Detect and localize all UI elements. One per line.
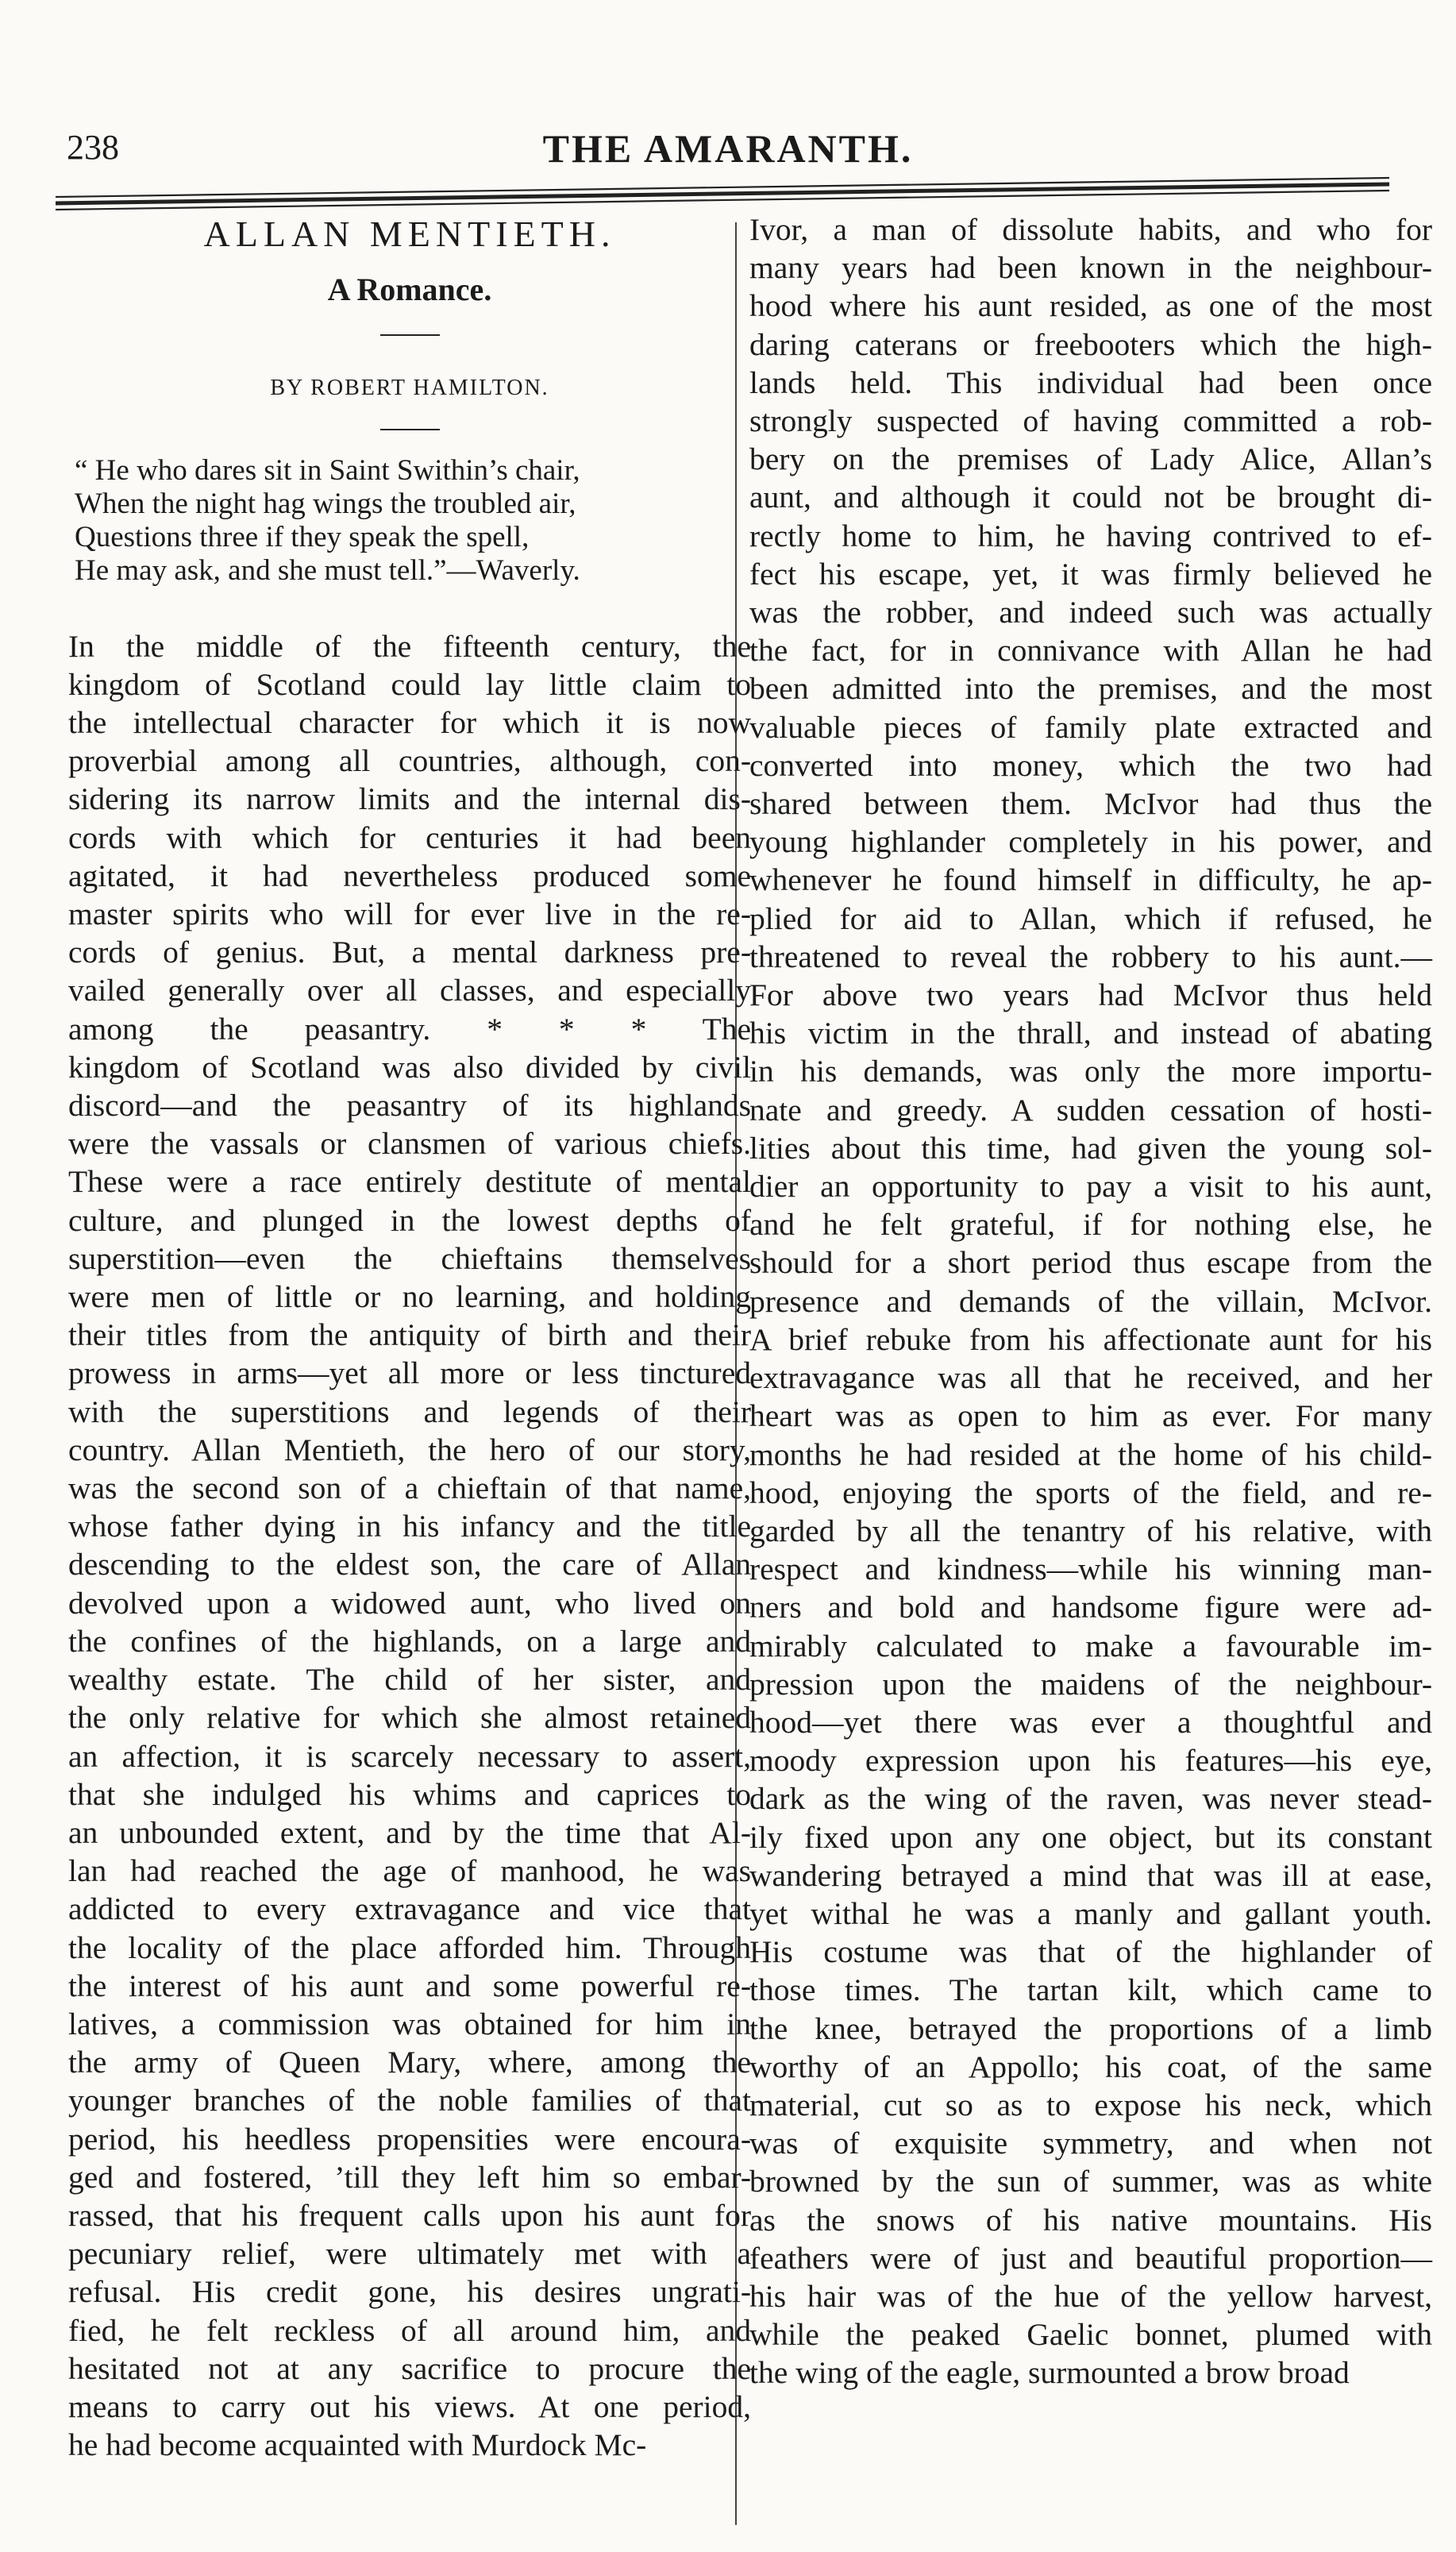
text-line: superstition—even the chieftains themselves — [68, 1240, 751, 1276]
text-line: mirably calculated to make a favourable im- — [749, 1628, 1432, 1663]
text-line: agitated, it had nevertheless produced some — [68, 858, 751, 893]
text-line: addicted to every extravagance and vice that — [68, 1891, 751, 1927]
text-line: means to carry out his views. At one period, — [68, 2388, 751, 2424]
text-line: dier an opportunity to pay a visit to his aunt, — [749, 1169, 1432, 1205]
text-line: ily fixed upon any one object, but its constant — [749, 1819, 1432, 1855]
text-line: browned by the sun of summer, was as white — [749, 2164, 1432, 2199]
text-line: with the superstitions and legends of their — [68, 1394, 751, 1429]
text-line: and he felt grateful, if for nothing else, he — [749, 1207, 1432, 1243]
text-line: many years had been known in the neighbour- — [749, 250, 1432, 286]
text-line: kingdom of Scotland could lay little claim to — [68, 666, 751, 702]
text-line: wandering betrayed a mind that was ill at ease, — [749, 1857, 1432, 1893]
text-line: latives, a commission was obtained for him in — [68, 2006, 751, 2041]
right-column — [749, 210, 1432, 2392]
text-line: the only relative for which she almost retained — [68, 1700, 751, 1736]
text-line: prowess in arms—yet all more or less tinctured — [68, 1355, 751, 1391]
text-line: were men of little or no learning, and holding — [68, 1279, 751, 1315]
text-line: was the robber, and indeed such was actually — [749, 595, 1432, 630]
text-line: descending to the eldest son, the care of Allan — [68, 1547, 751, 1582]
text-line: Ivor, a man of dissolute habits, and who for — [749, 212, 1432, 247]
epigraph-line: Questions three if they speak the spell, — [75, 520, 530, 553]
byline: BY ROBERT HAMILTON. — [270, 376, 549, 401]
text-line: were the vassals or clansmen of various chiefs. — [68, 1126, 751, 1162]
page-number: 238 — [67, 128, 119, 167]
epigraph — [68, 454, 751, 588]
text-line: pression upon the maidens of the neighbour- — [749, 1666, 1432, 1702]
left-body-text — [68, 627, 751, 2465]
text-line: extravagance was all that he received, and her — [749, 1360, 1432, 1396]
text-line: devolved upon a widowed aunt, who lived on — [68, 1585, 751, 1621]
text-line: moody expression upon his features—his eye, — [749, 1743, 1432, 1779]
text-line: the intellectual character for which it is now — [68, 705, 751, 741]
text-line: kingdom of Scotland was also divided by civil — [68, 1049, 751, 1085]
text-line: material, cut so as to expose his neck, which — [749, 2087, 1432, 2122]
text-line: fied, he felt reckless of all around him, and — [68, 2312, 751, 2348]
text-line: lands held. This individual had been once — [749, 364, 1432, 400]
text-line: aunt, and although it could not be brought di- — [749, 480, 1432, 515]
text-line: respect and kindness—while his winning man- — [749, 1552, 1432, 1587]
text-line: as the snows of his native mountains. His — [749, 2202, 1432, 2238]
text-line: rassed, that his frequent calls upon his aunt for — [68, 2197, 751, 2233]
text-line: valuable pieces of family plate extracted and — [749, 709, 1432, 745]
text-line: pecuniary relief, were ultimately met with a — [68, 2236, 751, 2272]
text-line: discord—and the peasantry of its highlands — [68, 1088, 751, 1124]
text-line: These were a race entirely destitute of mental — [68, 1164, 751, 1200]
text-line: converted into money, which the two had — [749, 747, 1432, 783]
text-line: His costume was that of the highlander of — [749, 1934, 1432, 1970]
text-line: rectly home to him, he having contrived to ef- — [749, 518, 1432, 553]
text-line: plied for aid to Allan, which if refused, he — [749, 900, 1432, 936]
text-line: dark as the wing of the raven, was never stead- — [749, 1781, 1432, 1817]
text-line: master spirits who will for ever live in the re- — [68, 896, 751, 932]
text-line: his hair was of the hue of the yellow harvest, — [749, 2278, 1432, 2314]
text-line: hood where his aunt resided, as one of the most — [749, 288, 1432, 324]
text-line: should for a short period thus escape from the — [749, 1245, 1432, 1281]
text-line: country. Allan Mentieth, the hero of our story, — [68, 1432, 751, 1467]
text-line: the interest of his aunt and some powerful re- — [68, 1968, 751, 2003]
text-line: refusal. His credit gone, his desires ungrati- — [68, 2274, 751, 2310]
text-line: lan had reached the age of manhood, he was — [68, 1853, 751, 1889]
text-line: the army of Queen Mary, where, among the — [68, 2045, 751, 2080]
text-line: cords of genius. But, a mental darkness pre- — [68, 935, 751, 970]
text-line: feathers were of just and beautiful proportion— — [749, 2240, 1432, 2276]
text-line: those times. The tartan kilt, which came to — [749, 1972, 1432, 2008]
text-line: In the middle of the fifteenth century, the — [68, 628, 751, 664]
story-subtitle: A Romance. — [327, 272, 492, 308]
byline-rule — [380, 429, 440, 430]
title-rule — [380, 334, 440, 336]
text-line: bery on the premises of Lady Alice, Allan’s — [749, 441, 1432, 477]
text-line: hood, enjoying the sports of the field, and re- — [749, 1475, 1432, 1510]
text-line: nate and greedy. A sudden cessation of hosti- — [749, 1092, 1432, 1128]
epigraph-line: He may ask, and she must tell.”—Waverly. — [75, 553, 580, 587]
text-line: the wing of the eagle, surmounted a brow broad — [749, 2355, 1350, 2391]
text-line: sidering its narrow limits and the internal dis- — [68, 781, 751, 817]
text-line: he had become acquainted with Murdock Mc- — [68, 2427, 647, 2463]
text-line: garded by all the tenantry of his relative, with — [749, 1513, 1432, 1548]
text-line: the fact, for in connivance with Allan he had — [749, 633, 1432, 669]
text-line: presence and demands of the villain, McIvor. — [749, 1283, 1432, 1319]
text-line: the knee, betrayed the proportions of a limb — [749, 2010, 1432, 2046]
text-line: that she indulged his whims and caprices to — [68, 1776, 751, 1812]
text-line: whenever he found himself in difficulty, he ap- — [749, 862, 1432, 898]
text-line: in his demands, was only the more importu- — [749, 1054, 1432, 1089]
text-line: cords with which for centuries it had been — [68, 819, 751, 855]
text-line: period, his heedless propensities were encoura- — [68, 2121, 751, 2157]
text-line: worthy of an Appollo; his coat, of the same — [749, 2049, 1432, 2084]
text-line: young highlander completely in his power, and — [749, 824, 1432, 860]
text-line: an unbounded extent, and by the time that Al- — [68, 1814, 751, 1850]
running-head: THE AMARANTH. — [542, 126, 914, 171]
epigraph-line: When the night hag wings the troubled air, — [75, 487, 576, 520]
text-line: proverbial among all countries, although, con- — [68, 743, 751, 779]
text-line: A brief rebuke from his affectionate aunt for his — [749, 1321, 1432, 1357]
text-line: lities about this time, had given the young sol- — [749, 1130, 1432, 1166]
story-title: ALLAN MENTIETH. — [203, 214, 616, 254]
text-line: the confines of the highlands, on a large and — [68, 1623, 751, 1659]
text-line: hesitated not at any sacrifice to procure the — [68, 2350, 751, 2386]
text-line: their titles from the antiquity of birth and their — [68, 1317, 751, 1353]
text-line: culture, and plunged in the lowest depths of — [68, 1202, 751, 1238]
text-line: younger branches of the noble families of that — [68, 2083, 751, 2118]
text-line: hood—yet there was ever a thoughtful and — [749, 1704, 1432, 1740]
text-line: an affection, it is scarcely necessary to assert, — [68, 1738, 751, 1774]
text-line: was the second son of a chieftain of that name, — [68, 1471, 751, 1506]
text-line: was of exquisite symmetry, and when not — [749, 2126, 1432, 2161]
text-line: fect his escape, yet, it was firmly believed he — [749, 556, 1432, 592]
text-line: wealthy estate. The child of her sister, and — [68, 1662, 751, 1698]
text-line: months he had resided at the home of his child- — [749, 1436, 1432, 1472]
text-line: ged and fostered, ’till they left him so embar- — [68, 2159, 751, 2195]
text-line: ners and bold and handsome figure were ad- — [749, 1590, 1432, 1625]
left-column — [68, 210, 751, 2464]
text-line: threatened to reveal the robbery to his aunt.— — [749, 939, 1432, 974]
text-line: shared between them. McIvor had thus the — [749, 786, 1432, 822]
text-line: been admitted into the premises, and the most — [749, 671, 1432, 707]
text-line: whose father dying in his infancy and the title — [68, 1509, 751, 1544]
epigraph-line: “ He who dares sit in Saint Swithin’s chair, — [75, 453, 580, 487]
text-line: yet withal he was a manly and gallant youth. — [749, 1895, 1432, 1931]
text-line: strongly suspected of having committed a rob- — [749, 403, 1432, 439]
text-line: For above two years had McIvor thus held — [749, 977, 1432, 1013]
text-line: among the peasantry. * * * The — [68, 1011, 751, 1047]
text-line: the locality of the place afforded him. Through — [68, 1929, 751, 1965]
text-line: while the peaked Gaelic bonnet, plumed with — [749, 2317, 1432, 2353]
text-line: daring caterans or freebooters which the high- — [749, 326, 1432, 362]
text-line: heart was as open to him as ever. For many — [749, 1398, 1432, 1434]
text-line: his victim in the thrall, and instead of abating — [749, 1016, 1432, 1051]
text-line: vailed generally over all classes, and especially — [68, 973, 751, 1008]
